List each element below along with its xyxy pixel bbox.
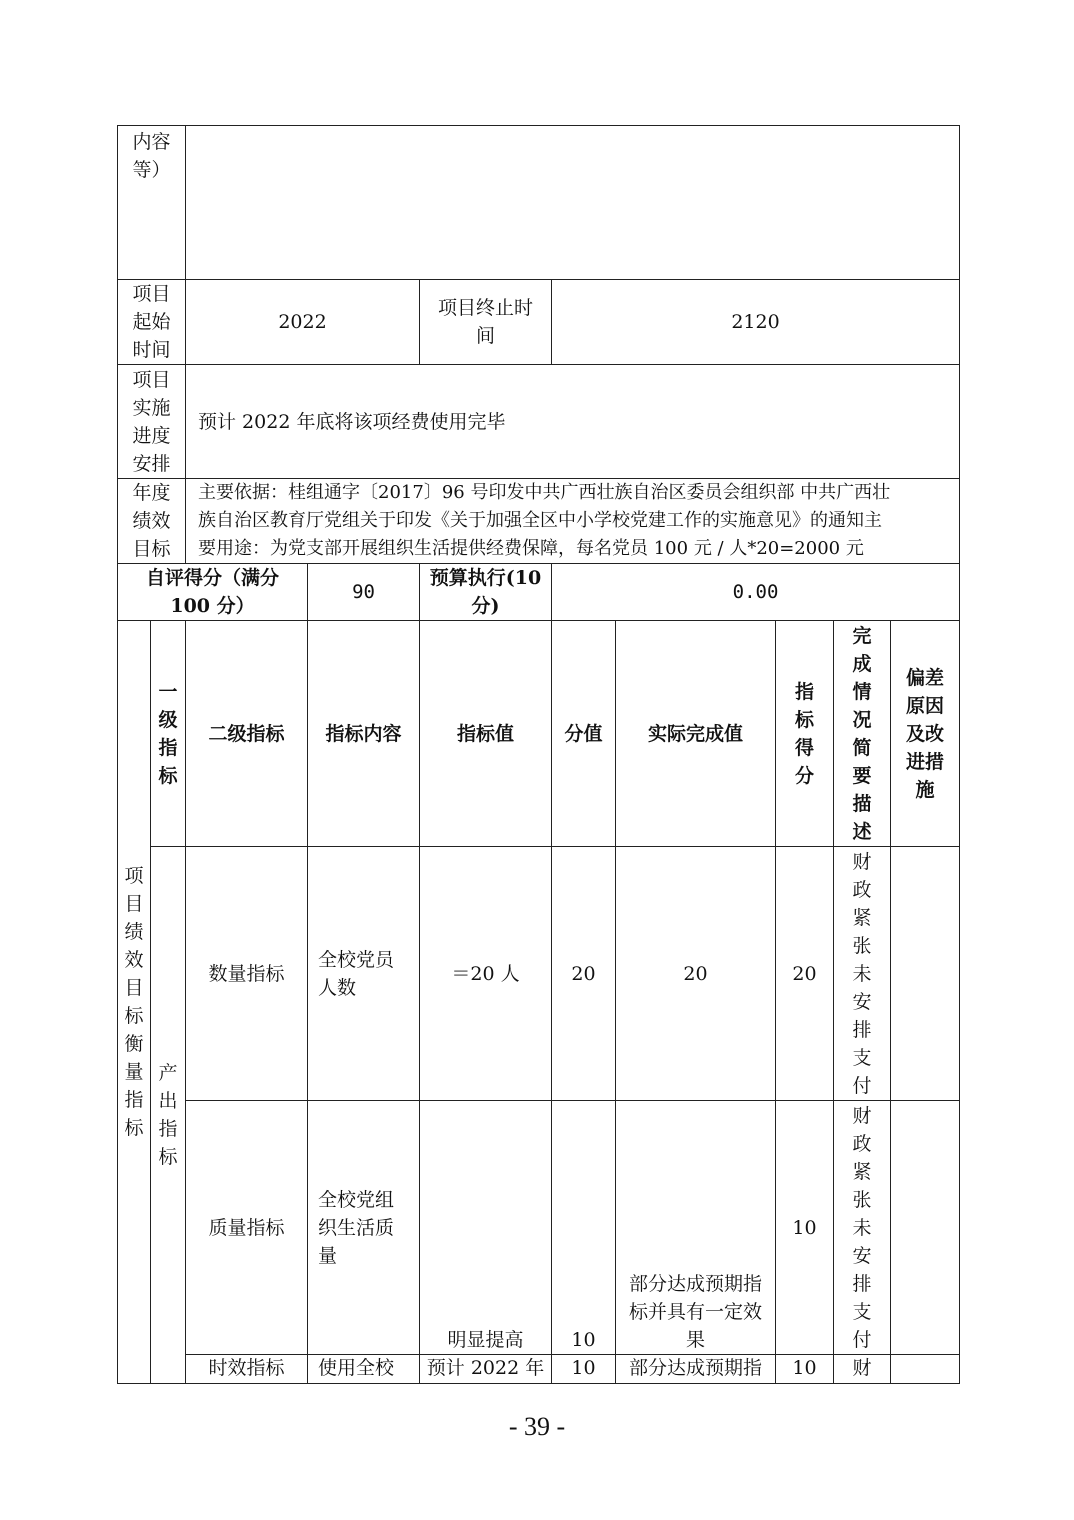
row-target: 明显提高 xyxy=(420,1101,552,1355)
header-char: 描 xyxy=(852,792,872,815)
desc-char: 政 xyxy=(852,878,872,901)
desc-char: 排 xyxy=(852,1272,872,1295)
label-line: 等） xyxy=(132,159,171,181)
content-line: 全校党组 xyxy=(318,1188,395,1211)
content-line: 量 xyxy=(318,1244,338,1267)
header-char: 成 xyxy=(852,652,872,675)
desc-char: 未 xyxy=(852,1216,872,1239)
header-char: 标 xyxy=(795,708,815,731)
performance-table xyxy=(117,125,960,1384)
content-line: 织生活质 xyxy=(318,1216,395,1239)
content-value xyxy=(186,126,960,280)
schedule-label xyxy=(118,365,186,479)
side-char: 量 xyxy=(124,1061,144,1083)
schedule-row xyxy=(118,365,960,479)
self-score-value: 90 xyxy=(308,564,420,621)
label-line: 实施 xyxy=(132,396,171,419)
row-content: 使用全校 xyxy=(308,1355,420,1384)
header-char: 况 xyxy=(852,708,872,731)
header-char: 指 xyxy=(795,680,815,703)
row-score: 20 xyxy=(776,847,834,1101)
label-line: 时间 xyxy=(132,339,171,361)
goal-line: 要用途：为党支部开展组织生活提供经费保障，每名党员 100 元 / 人*20=2000 元 xyxy=(198,538,864,559)
output-char: 产 xyxy=(158,1062,178,1084)
header-char: 分 xyxy=(795,764,815,787)
output-char: 指 xyxy=(158,1118,178,1140)
desc-char: 政 xyxy=(852,1132,872,1155)
actual-line: 果 xyxy=(686,1329,706,1351)
table-row xyxy=(118,847,960,1101)
row-score: 10 xyxy=(776,1355,834,1384)
label-line: 起始 xyxy=(132,311,171,333)
row-score: 10 xyxy=(776,1101,834,1355)
header-line: 偏差 xyxy=(906,666,945,689)
header-line: 进措 xyxy=(906,750,945,773)
side-char: 标 xyxy=(124,1005,144,1027)
row-desc xyxy=(834,1101,891,1355)
table-row xyxy=(118,1355,960,1384)
header-score xyxy=(776,621,834,847)
desc-char: 安 xyxy=(852,1244,872,1267)
start-value: 2022 xyxy=(186,280,420,365)
self-score-label: 自评得分（满分 100 分） xyxy=(118,564,308,621)
desc-char: 排 xyxy=(852,1018,872,1041)
desc-char: 紧 xyxy=(852,906,872,929)
time-row xyxy=(118,280,960,365)
schedule-value: 预计 2022 年底将该项经费使用完毕 xyxy=(186,365,960,479)
start-label xyxy=(118,280,186,365)
header-target: 指标值 xyxy=(420,621,552,847)
desc-char: 财 xyxy=(852,1104,872,1127)
row-target: 预计 2022 年 xyxy=(420,1355,552,1384)
row-content xyxy=(308,847,420,1101)
budget-value: 0.00 xyxy=(552,564,960,621)
page-number: - 39 - xyxy=(508,1412,566,1441)
header-line: 施 xyxy=(915,778,935,801)
goal-line: 主要依据：桂组通字〔2017〕96 号印发中共广西壮族自治区委员会组织部 中共广西壮 xyxy=(198,482,891,503)
content-label xyxy=(118,126,186,280)
label-line: 目标 xyxy=(132,538,171,560)
header-desc xyxy=(834,621,891,847)
header-line: 及改 xyxy=(906,722,945,745)
desc-char: 紧 xyxy=(852,1160,872,1183)
desc-char: 支 xyxy=(852,1046,872,1069)
header-char: 标 xyxy=(158,764,178,787)
score-row xyxy=(118,564,960,621)
desc-char: 付 xyxy=(852,1074,872,1097)
row-level2: 时效指标 xyxy=(186,1355,308,1384)
label-line: 项目 xyxy=(132,368,171,391)
row-level2: 质量指标 xyxy=(186,1101,308,1355)
side-char: 标 xyxy=(124,1117,144,1139)
goal-value xyxy=(186,479,960,564)
goal-line: 族自治区教育厅党组关于印发《关于加强全区中小学校党建工作的实施意见》的通知主 xyxy=(198,510,883,531)
desc-char: 未 xyxy=(852,962,872,985)
output-char: 标 xyxy=(158,1146,178,1168)
header-char: 完 xyxy=(852,624,872,647)
end-value: 2120 xyxy=(552,280,960,365)
desc-char: 安 xyxy=(852,990,872,1013)
actual-line: 标并具有一定效 xyxy=(629,1301,763,1323)
side-char: 目 xyxy=(124,977,144,999)
header-actual: 实际完成值 xyxy=(616,621,776,847)
label-line: 绩效 xyxy=(132,510,171,532)
row-content xyxy=(308,1101,420,1355)
row-target: ＝20 人 xyxy=(420,847,552,1101)
label-line: 项目 xyxy=(132,283,171,305)
header-char: 情 xyxy=(852,680,872,703)
header-char: 要 xyxy=(852,764,872,787)
header-line: 原因 xyxy=(906,694,945,717)
desc-char: 张 xyxy=(852,1188,872,1211)
side-char: 项 xyxy=(124,865,144,887)
row-actual: 20 xyxy=(616,847,776,1101)
output-char: 出 xyxy=(158,1090,178,1112)
side-char: 效 xyxy=(124,949,144,971)
content-line: 人数 xyxy=(318,976,357,999)
header-row xyxy=(118,621,960,847)
side-char: 衡 xyxy=(124,1033,144,1055)
content-row xyxy=(118,126,960,280)
side-label xyxy=(118,621,151,1384)
header-reason xyxy=(891,621,960,847)
row-actual xyxy=(616,1101,776,1355)
desc-char: 财 xyxy=(852,850,872,873)
header-level2: 二级指标 xyxy=(186,621,308,847)
budget-label: 预算执行(10 分) xyxy=(420,564,552,621)
actual-line: 部分达成预期指 xyxy=(629,1273,763,1295)
header-char: 得 xyxy=(795,736,815,759)
row-desc: 财 xyxy=(834,1355,891,1384)
label-line: 年度 xyxy=(132,482,171,504)
label-line: 安排 xyxy=(132,452,171,475)
row-reason xyxy=(891,1355,960,1384)
header-char: 述 xyxy=(852,820,872,843)
goal-row xyxy=(118,479,960,564)
header-char: 一 xyxy=(158,680,178,703)
row-actual: 部分达成预期指 xyxy=(616,1355,776,1384)
header-char: 级 xyxy=(158,708,178,731)
side-char: 目 xyxy=(124,893,144,915)
table-row xyxy=(118,1101,960,1355)
side-char: 指 xyxy=(124,1089,144,1111)
row-reason xyxy=(891,1101,960,1355)
end-label: 项目终止时间 xyxy=(420,280,552,365)
side-char: 绩 xyxy=(124,921,144,943)
row-weight: 10 xyxy=(552,1355,616,1384)
row-weight: 20 xyxy=(552,847,616,1101)
header-char: 指 xyxy=(158,736,178,759)
label-line: 进度 xyxy=(132,424,171,447)
row-weight: 10 xyxy=(552,1101,616,1355)
row-reason xyxy=(891,847,960,1101)
row-desc xyxy=(834,847,891,1101)
goal-label xyxy=(118,479,186,564)
header-level1 xyxy=(151,621,186,847)
output-label xyxy=(151,847,186,1384)
header-weight: 分值 xyxy=(552,621,616,847)
label-line: 内容 xyxy=(132,131,171,153)
header-char: 简 xyxy=(852,736,872,759)
desc-char: 支 xyxy=(852,1300,872,1323)
desc-char: 付 xyxy=(852,1328,872,1351)
header-content: 指标内容 xyxy=(308,621,420,847)
desc-char: 张 xyxy=(852,934,872,957)
row-level2: 数量指标 xyxy=(186,847,308,1101)
content-line: 全校党员 xyxy=(318,948,395,971)
